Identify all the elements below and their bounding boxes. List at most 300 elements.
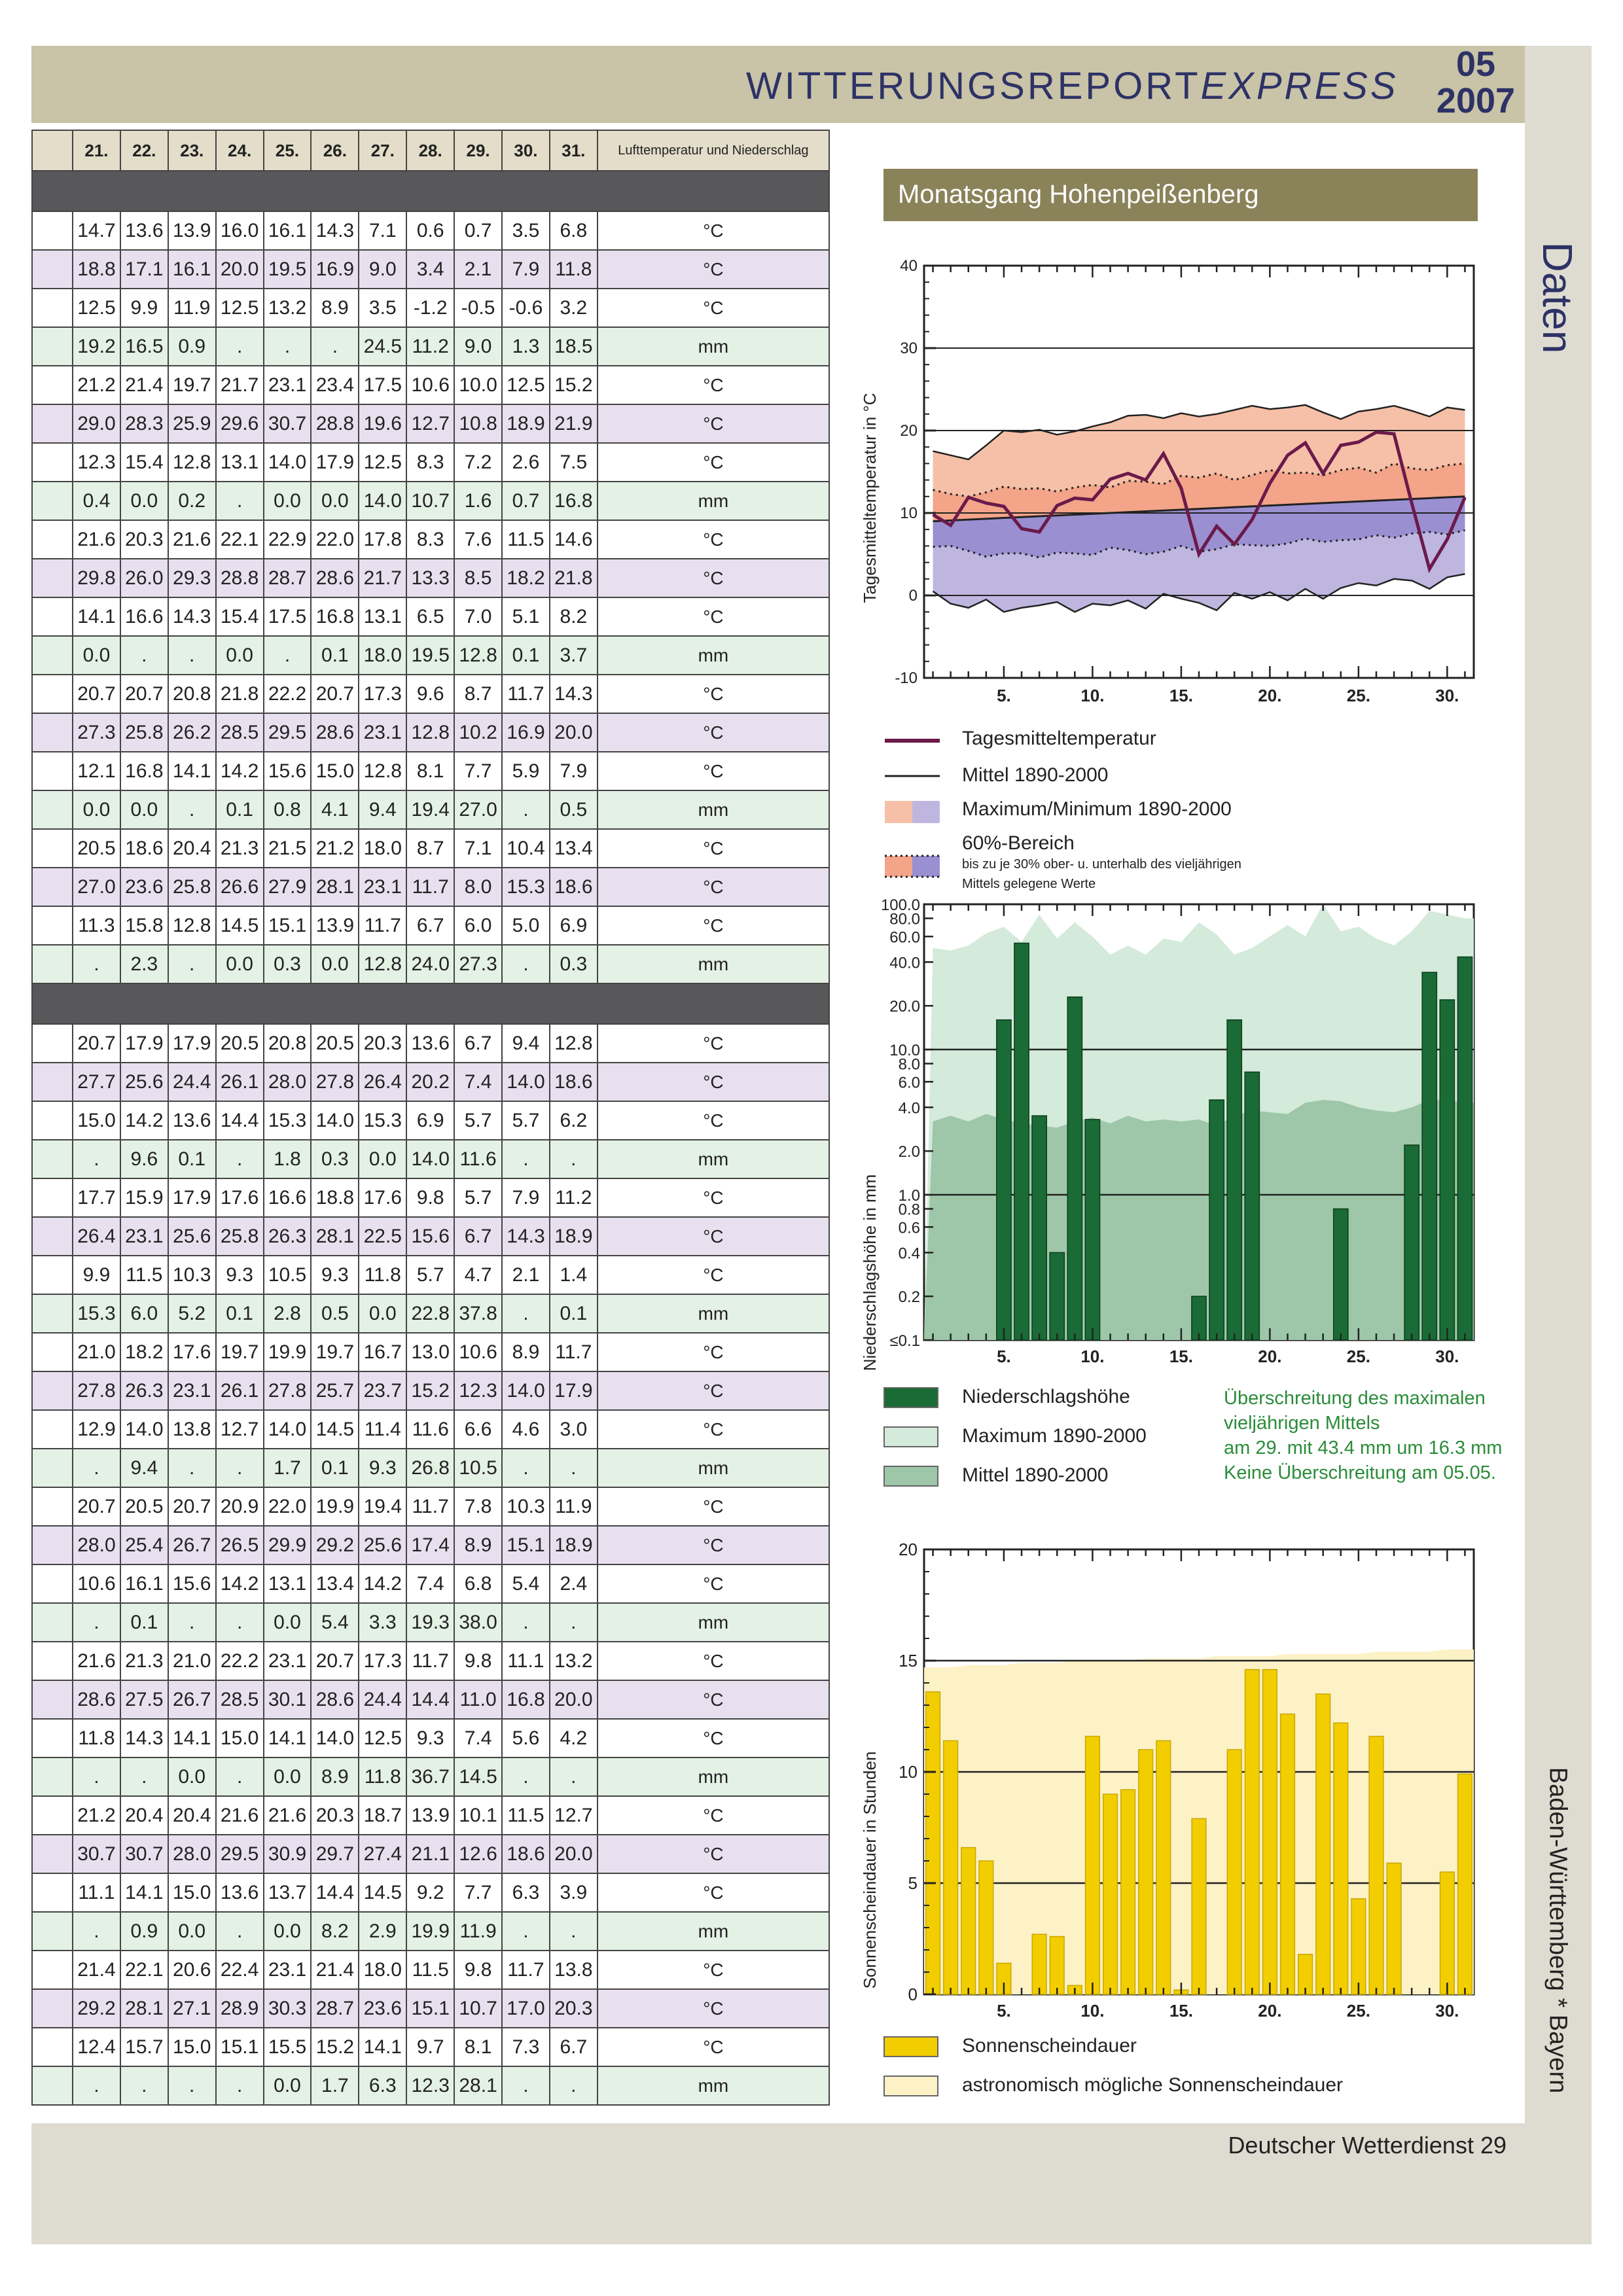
table-cell: 20.7 xyxy=(73,1487,120,1526)
table-cell: 28.0 xyxy=(168,1835,216,1873)
table-cell: 0.0 xyxy=(120,790,168,829)
table-cell: 11.3 xyxy=(73,906,120,945)
table-cell: 0.0 xyxy=(264,2066,312,2105)
table-cell: 8.9 xyxy=(311,1757,359,1796)
table-cell: 19.5 xyxy=(406,636,454,675)
table-cell: 12.5 xyxy=(502,366,550,404)
y-tick-label: 60.0 xyxy=(889,928,920,947)
table-cell: 5.7 xyxy=(454,1101,502,1140)
row-marker-cell xyxy=(32,1912,73,1951)
x-tick-label: 5. xyxy=(997,1347,1011,1366)
table-cell: 0.8 xyxy=(264,790,312,829)
table-cell: 0.3 xyxy=(264,945,312,983)
table-cell: 6.9 xyxy=(406,1101,454,1140)
row-marker-cell xyxy=(32,1873,73,1912)
row-marker-cell xyxy=(32,1101,73,1140)
table-cell: 19.9 xyxy=(311,1487,359,1526)
table-cell: 29.3 xyxy=(168,559,216,597)
table-cell: 14.4 xyxy=(406,1680,454,1719)
x-tick-label: 20. xyxy=(1258,2001,1282,2021)
row-marker-cell xyxy=(32,1294,73,1333)
row-marker-cell xyxy=(32,1757,73,1796)
rain-bar xyxy=(1440,1000,1454,1340)
y-tick-label: 6.0 xyxy=(898,1074,920,1092)
table-cell: 20.9 xyxy=(216,1487,264,1526)
table-cell: . xyxy=(216,327,264,366)
row-marker-cell xyxy=(32,1487,73,1526)
unit-cell: °C xyxy=(597,1333,829,1371)
unit-cell: mm xyxy=(597,1603,829,1642)
row-marker-cell xyxy=(32,1333,73,1371)
table-cell: 13.9 xyxy=(311,906,359,945)
table-cell: 13.0 xyxy=(406,1333,454,1371)
table-cell: 17.0 xyxy=(502,1989,550,2028)
table-cell: 27.4 xyxy=(359,1835,406,1873)
row-marker-cell xyxy=(32,1642,73,1680)
table-cell: 28.3 xyxy=(120,404,168,443)
rain-bar xyxy=(1209,1100,1224,1340)
unit-cell: °C xyxy=(597,1487,829,1526)
table-cell: 13.1 xyxy=(264,1564,312,1603)
table-cell: 9.4 xyxy=(120,1449,168,1487)
sunshine-bar xyxy=(1227,1750,1241,1994)
table-row xyxy=(32,1951,829,1989)
table-cell: 18.6 xyxy=(550,868,597,906)
table-cell: 6.7 xyxy=(550,2028,597,2066)
unit-cell: °C xyxy=(597,752,829,790)
table-cell: 7.4 xyxy=(454,1719,502,1757)
table-cell: 20.7 xyxy=(168,1487,216,1526)
legend-60pct-upper-swatch xyxy=(885,856,912,877)
table-cell: 21.6 xyxy=(73,520,120,559)
legend-label: Tagesmitteltemperatur xyxy=(962,728,1156,749)
table-cell: 16.8 xyxy=(120,752,168,790)
table-row xyxy=(32,2028,829,2066)
table-cell: 12.7 xyxy=(216,1410,264,1449)
sunshine-bar xyxy=(1440,1872,1455,1994)
page-title: WITTERUNGSREPORTEXPRESS xyxy=(746,65,1399,107)
table-cell: 0.0 xyxy=(73,790,120,829)
table-cell: 12.8 xyxy=(359,945,406,983)
table-cell: 10.5 xyxy=(264,1256,312,1294)
table-cell: 20.7 xyxy=(120,675,168,713)
row-marker-cell xyxy=(32,520,73,559)
rain-bar xyxy=(1227,1020,1241,1340)
table-cell: 29.5 xyxy=(264,713,312,752)
table-cell: 12.1 xyxy=(73,752,120,790)
table-row xyxy=(32,443,829,482)
table-cell: 8.9 xyxy=(502,1333,550,1371)
table-cell: 6.5 xyxy=(406,597,454,636)
table-cell: 0.2 xyxy=(168,482,216,520)
table-cell: 5.2 xyxy=(168,1294,216,1333)
unit-cell: °C xyxy=(597,868,829,906)
table-cell: 18.6 xyxy=(120,829,168,868)
table-cell: 16.6 xyxy=(264,1178,312,1217)
table-cell: . xyxy=(216,2066,264,2105)
table-cell: 0.1 xyxy=(311,1449,359,1487)
note-line: Überschreitung des maximalen xyxy=(1224,1388,1486,1409)
table-cell: 25.6 xyxy=(168,1217,216,1256)
table-cell: 15.5 xyxy=(264,2028,312,2066)
table-cell: 14.3 xyxy=(502,1217,550,1256)
table-cell: 18.0 xyxy=(359,1951,406,1989)
row-marker-cell xyxy=(32,1989,73,2028)
x-tick-label: 10. xyxy=(1080,1347,1105,1366)
y-tick-label: 10 xyxy=(899,1762,918,1782)
table-cell: 16.6 xyxy=(120,597,168,636)
table-cell: 11.7 xyxy=(406,868,454,906)
table-cell: 15.1 xyxy=(406,1989,454,2028)
table-cell: 20.2 xyxy=(406,1063,454,1101)
table-cell: 12.8 xyxy=(406,713,454,752)
y-tick-label: 80.0 xyxy=(889,910,920,928)
sunshine-chart xyxy=(851,1543,1479,2027)
legend-label: astronomisch mögliche Sonnenscheindauer xyxy=(962,2074,1344,2096)
table-cell: 17.6 xyxy=(359,1178,406,1217)
table-cell: 14.5 xyxy=(311,1410,359,1449)
table-cell: 20.5 xyxy=(216,1024,264,1063)
table-cell: 18.8 xyxy=(73,250,120,289)
y-tick-label: 40 xyxy=(900,257,918,275)
table-cell: 10.0 xyxy=(454,366,502,404)
table-cell: 16.0 xyxy=(216,211,264,250)
table-cell: 7.1 xyxy=(454,829,502,868)
table-cell: 6.8 xyxy=(550,211,597,250)
table-cell: 17.7 xyxy=(73,1178,120,1217)
rain-bar xyxy=(1404,1145,1419,1340)
table-cell: 0.7 xyxy=(454,211,502,250)
table-cell: 8.5 xyxy=(454,559,502,597)
rain-bar xyxy=(1245,1072,1259,1340)
table-cell: 15.0 xyxy=(168,1873,216,1912)
table-cell: 20.3 xyxy=(120,520,168,559)
table-cell: 21.3 xyxy=(120,1642,168,1680)
x-tick-label: 15. xyxy=(1169,1347,1193,1366)
rain-bar xyxy=(1032,1116,1046,1340)
table-row xyxy=(32,945,829,983)
table-cell: 28.6 xyxy=(311,559,359,597)
table-cell: 5.9 xyxy=(502,752,550,790)
y-tick-label: 0 xyxy=(908,587,918,605)
table-cell: . xyxy=(502,1140,550,1178)
day-header: 31. xyxy=(550,130,597,171)
table-cell: 17.3 xyxy=(359,1642,406,1680)
table-cell: 10.5 xyxy=(454,1449,502,1487)
unit-cell: °C xyxy=(597,1680,829,1719)
table-cell: 6.0 xyxy=(120,1294,168,1333)
table-cell: 10.8 xyxy=(454,404,502,443)
table-cell: 20.7 xyxy=(73,675,120,713)
sunshine-bar xyxy=(1103,1794,1118,1994)
table-cell: 16.1 xyxy=(168,250,216,289)
table-cell: 15.3 xyxy=(359,1101,406,1140)
unit-cell: mm xyxy=(597,1294,829,1333)
table-cell: 9.9 xyxy=(120,289,168,327)
table-cell: 25.8 xyxy=(168,868,216,906)
unit-cell: °C xyxy=(597,713,829,752)
table-cell: 2.1 xyxy=(454,250,502,289)
rain-exceedance-note xyxy=(1224,1386,1502,1485)
table-cell: 11.8 xyxy=(359,1757,406,1796)
day-header: 24. xyxy=(216,130,264,171)
table-cell: 26.2 xyxy=(168,713,216,752)
station-separator-row xyxy=(32,171,829,211)
rain-bar xyxy=(1067,997,1082,1340)
table-cell: 7.7 xyxy=(454,1873,502,1912)
table-cell: 0.1 xyxy=(216,1294,264,1333)
y-tick-label: 0 xyxy=(908,1985,918,2004)
table-cell: 27.8 xyxy=(311,1063,359,1101)
table-cell: 12.8 xyxy=(550,1024,597,1063)
table-cell: 22.0 xyxy=(264,1487,312,1526)
y-axis-label: Sonnenscheindauer in Stunden xyxy=(860,1751,880,1989)
table-cell: 1.8 xyxy=(264,1140,312,1178)
table-cell: 4.2 xyxy=(550,1719,597,1757)
table-cell: 10.3 xyxy=(168,1256,216,1294)
table-cell: 11.5 xyxy=(502,1796,550,1835)
table-cell: 2.8 xyxy=(264,1294,312,1333)
table-cell: -0.5 xyxy=(454,289,502,327)
unit-cell: °C xyxy=(597,829,829,868)
table-cell: 21.4 xyxy=(120,366,168,404)
x-tick-label: 5. xyxy=(997,2001,1011,2021)
day-header: 23. xyxy=(168,130,216,171)
table-cell: 1.4 xyxy=(550,1256,597,1294)
row-marker-cell xyxy=(32,752,73,790)
table-row xyxy=(32,1410,829,1449)
table-cell: 30.3 xyxy=(264,1989,312,2028)
y-tick-label: 20 xyxy=(899,1543,918,1559)
table-cell: . xyxy=(550,2066,597,2105)
table-row xyxy=(32,1796,829,1835)
table-row xyxy=(32,404,829,443)
table-cell: 20.6 xyxy=(168,1951,216,1989)
table-cell: 9.8 xyxy=(454,1642,502,1680)
table-cell: 2.3 xyxy=(120,945,168,983)
table-cell: 20.5 xyxy=(120,1487,168,1526)
table-cell: 0.0 xyxy=(216,636,264,675)
sunshine-bar xyxy=(1387,1863,1401,1994)
table-cell: 17.9 xyxy=(311,443,359,482)
y-tick-label: 30 xyxy=(900,340,918,357)
table-cell: 10.2 xyxy=(454,713,502,752)
table-cell: . xyxy=(550,1449,597,1487)
unit-cell: mm xyxy=(597,636,829,675)
row-marker-cell xyxy=(32,211,73,250)
row-marker-cell xyxy=(32,1024,73,1063)
table-cell: 21.0 xyxy=(168,1642,216,1680)
table-cell: 30.9 xyxy=(264,1835,312,1873)
table-cell: 23.1 xyxy=(264,366,312,404)
row-marker-cell xyxy=(32,1564,73,1603)
table-cell: 10.6 xyxy=(73,1564,120,1603)
table-cell: 14.2 xyxy=(216,752,264,790)
table-cell: 23.6 xyxy=(120,868,168,906)
table-cell: 3.3 xyxy=(359,1603,406,1642)
table-cell: 15.2 xyxy=(311,2028,359,2066)
table-cell: 18.6 xyxy=(550,1063,597,1101)
table-cell: . xyxy=(216,1912,264,1951)
table-cell: 1.6 xyxy=(454,482,502,520)
table-cell: 7.9 xyxy=(502,250,550,289)
table-cell: 12.5 xyxy=(73,289,120,327)
table-cell: 9.3 xyxy=(216,1256,264,1294)
table-cell: 5.7 xyxy=(502,1101,550,1140)
unit-cell: °C xyxy=(597,597,829,636)
table-cell: 28.6 xyxy=(311,713,359,752)
table-cell: 29.6 xyxy=(216,404,264,443)
table-cell: 18.6 xyxy=(502,1835,550,1873)
table-cell: 0.1 xyxy=(502,636,550,675)
table-cell: 9.4 xyxy=(359,790,406,829)
table-cell: 14.1 xyxy=(120,1873,168,1912)
table-cell: 21.8 xyxy=(216,675,264,713)
table-cell: 2.1 xyxy=(502,1256,550,1294)
y-tick-label: 10 xyxy=(900,504,918,522)
table-row xyxy=(32,790,829,829)
unit-cell: °C xyxy=(597,675,829,713)
y-tick-label: 20 xyxy=(900,422,918,440)
table-cell: . xyxy=(502,1757,550,1796)
table-cell: 24.0 xyxy=(406,945,454,983)
table-cell: . xyxy=(73,2066,120,2105)
table-cell: 13.2 xyxy=(264,289,312,327)
table-cell: 16.9 xyxy=(311,250,359,289)
table-row xyxy=(32,327,829,366)
sunshine-bar xyxy=(1086,1737,1100,1994)
legend-sun-possible-swatch xyxy=(883,2075,938,2096)
table-cell: 26.7 xyxy=(168,1680,216,1719)
table-cell: 12.5 xyxy=(216,289,264,327)
table-cell: 13.9 xyxy=(168,211,216,250)
unit-cell: °C xyxy=(597,1951,829,1989)
table-cell: 2.9 xyxy=(359,1912,406,1951)
table-row xyxy=(32,1912,829,1951)
table-cell: 28.0 xyxy=(73,1526,120,1564)
table-cell: 12.3 xyxy=(73,443,120,482)
row-marker-cell xyxy=(32,289,73,327)
table-cell: . xyxy=(216,1757,264,1796)
rain-bar xyxy=(1457,957,1472,1340)
table-cell: 5.6 xyxy=(502,1719,550,1757)
table-row xyxy=(32,1642,829,1680)
table-cell: 11.5 xyxy=(502,520,550,559)
table-cell: 20.7 xyxy=(311,1642,359,1680)
legend-note: Mittels gelegene Werte xyxy=(962,877,1096,891)
table-cell: 3.7 xyxy=(550,636,597,675)
table-cell: 0.0 xyxy=(311,482,359,520)
table-cell: 19.7 xyxy=(168,366,216,404)
table-cell: 4.7 xyxy=(454,1256,502,1294)
table-cell: . xyxy=(550,1912,597,1951)
table-cell: 21.7 xyxy=(216,366,264,404)
table-cell: 15.8 xyxy=(120,906,168,945)
table-cell: 15.2 xyxy=(406,1371,454,1410)
unit-cell: °C xyxy=(597,1256,829,1294)
table-cell: 9.6 xyxy=(120,1140,168,1178)
table-cell: 14.2 xyxy=(120,1101,168,1140)
y-tick-label: 8.0 xyxy=(898,1055,920,1074)
table-cell: 16.1 xyxy=(120,1564,168,1603)
day-header: 25. xyxy=(264,130,312,171)
table-cell: 11.8 xyxy=(550,250,597,289)
table-cell: . xyxy=(216,1603,264,1642)
table-row xyxy=(32,366,829,404)
table-row xyxy=(32,1719,829,1757)
table-cell: 11.7 xyxy=(502,1951,550,1989)
table-cell: 28.8 xyxy=(216,559,264,597)
table-cell: 12.5 xyxy=(359,1719,406,1757)
table-row xyxy=(32,520,829,559)
table-cell: 19.4 xyxy=(406,790,454,829)
row-marker-cell xyxy=(32,868,73,906)
table-cell: 14.0 xyxy=(359,482,406,520)
table-cell: 14.3 xyxy=(550,675,597,713)
table-row xyxy=(32,1101,829,1140)
table-row xyxy=(32,906,829,945)
table-cell: 22.8 xyxy=(406,1294,454,1333)
table-cell: 16.8 xyxy=(311,597,359,636)
unit-cell: °C xyxy=(597,1101,829,1140)
table-cell: 4.6 xyxy=(502,1410,550,1449)
sunshine-bar xyxy=(1263,1670,1277,1994)
legend-label: Niederschlagshöhe xyxy=(962,1386,1130,1407)
table-cell: 15.1 xyxy=(264,906,312,945)
table-cell: 30.1 xyxy=(264,1680,312,1719)
table-row xyxy=(32,1294,829,1333)
unit-cell: °C xyxy=(597,1564,829,1603)
row-marker-cell xyxy=(32,366,73,404)
table-cell: 22.2 xyxy=(216,1642,264,1680)
table-cell: 15.2 xyxy=(550,366,597,404)
table-cell: 13.6 xyxy=(216,1873,264,1912)
table-row xyxy=(32,1680,829,1719)
legend-label: Sonnenscheindauer xyxy=(962,2035,1137,2057)
table-cell: 15.0 xyxy=(216,1719,264,1757)
y-tick-label: 0.2 xyxy=(898,1288,920,1307)
table-cell: 12.9 xyxy=(73,1410,120,1449)
sunshine-bar xyxy=(1369,1737,1383,1994)
table-cell: . xyxy=(264,327,312,366)
station-separator-cell xyxy=(32,983,829,1024)
table-cell: 25.7 xyxy=(311,1371,359,1410)
table-cell: 21.6 xyxy=(73,1642,120,1680)
table-cell: 14.0 xyxy=(311,1719,359,1757)
table-cell: 14.0 xyxy=(406,1140,454,1178)
table-cell: . xyxy=(168,945,216,983)
table-cell: 12.7 xyxy=(550,1796,597,1835)
row-marker-cell xyxy=(32,327,73,366)
table-cell: 26.1 xyxy=(216,1371,264,1410)
table-cell: 23.1 xyxy=(168,1371,216,1410)
table-cell: 14.1 xyxy=(359,2028,406,2066)
x-tick-label: 10. xyxy=(1080,2001,1105,2021)
sunshine-bar xyxy=(1351,1899,1366,1994)
x-tick-label: 5. xyxy=(997,686,1011,705)
table-cell: 13.2 xyxy=(550,1642,597,1680)
table-cell: . xyxy=(168,790,216,829)
table-cell: 15.0 xyxy=(311,752,359,790)
row-marker-cell xyxy=(32,443,73,482)
table-cell: 14.5 xyxy=(359,1873,406,1912)
legend-rain-max-swatch xyxy=(883,1426,938,1447)
table-cell: 15.1 xyxy=(216,2028,264,2066)
row-marker-cell xyxy=(32,1410,73,1449)
table-cell: 15.0 xyxy=(168,2028,216,2066)
table-row xyxy=(32,636,829,675)
table-cell: 10.6 xyxy=(454,1333,502,1371)
